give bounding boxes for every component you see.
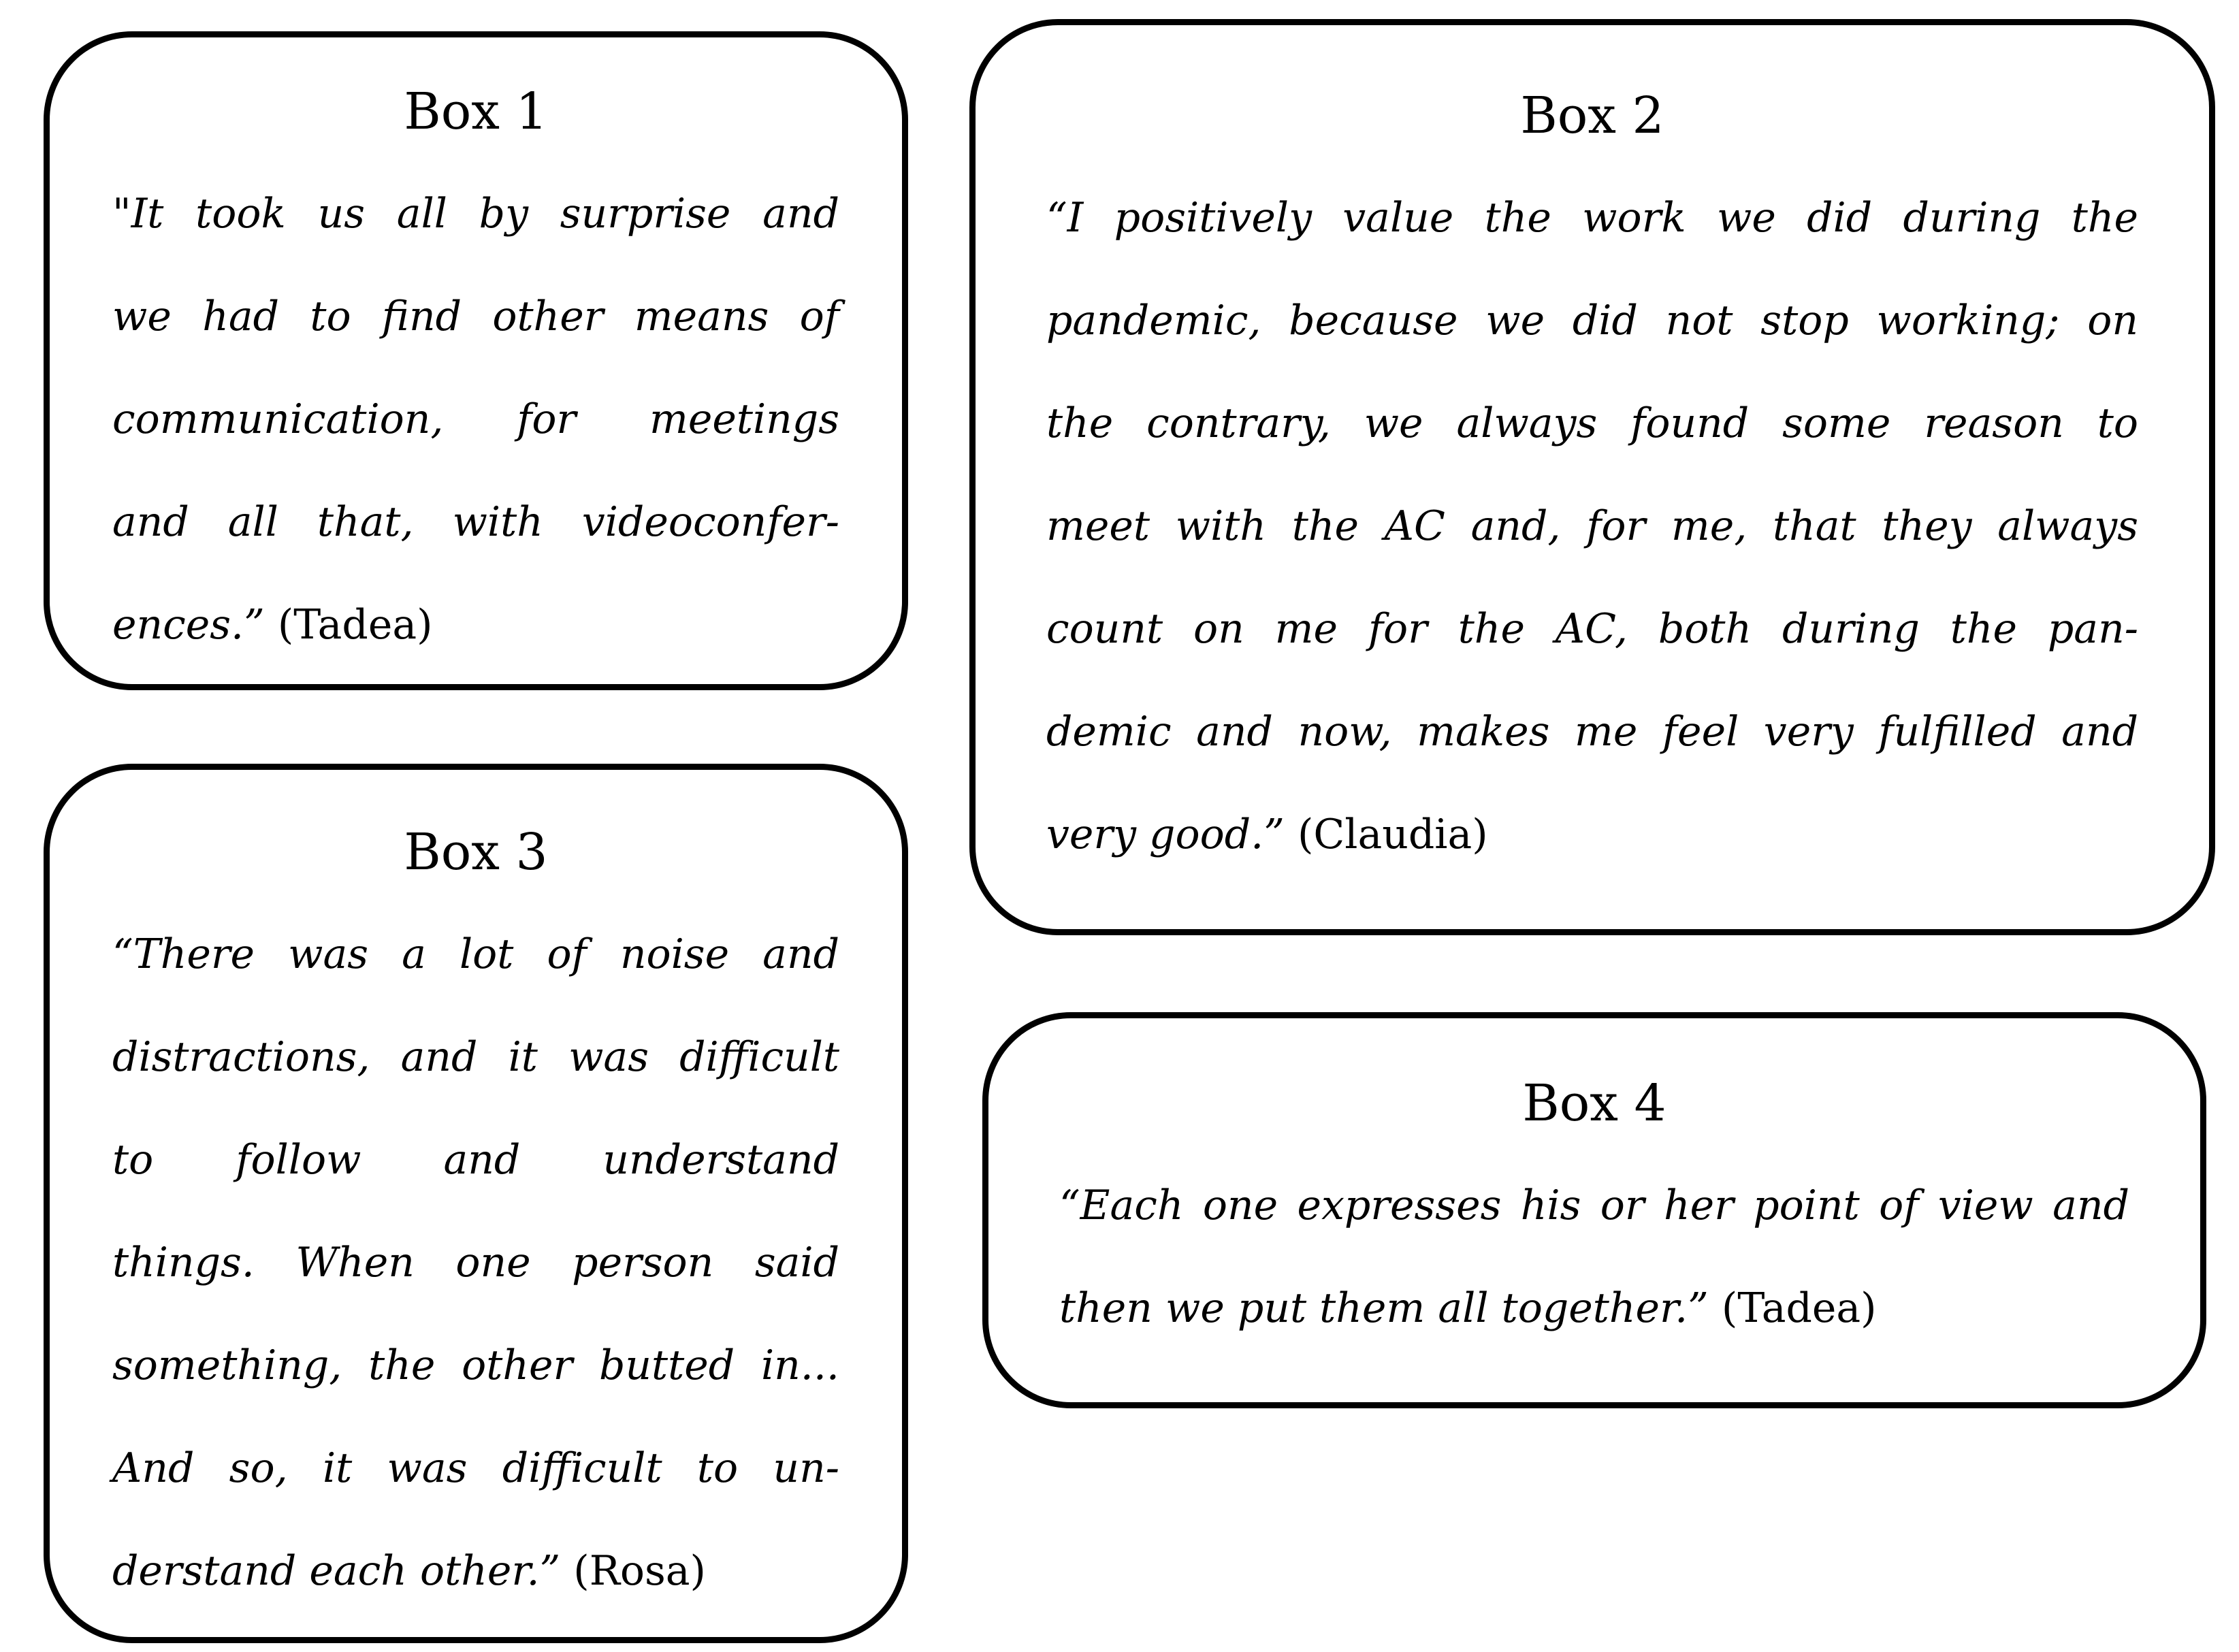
quote-line bbox=[1046, 270, 2138, 372]
quote-line bbox=[112, 1212, 839, 1314]
quote-line bbox=[1046, 372, 2138, 475]
quote-line-text: “Each one expresses his or her point of view and bbox=[1059, 1182, 2129, 1229]
quote-line-text: the contrary, we always found some reason to bbox=[1046, 400, 2138, 447]
quote-box-2 bbox=[969, 19, 2215, 935]
quote-line bbox=[112, 368, 839, 471]
box-4-quote bbox=[1059, 1154, 2129, 1360]
quote-line bbox=[112, 903, 839, 1006]
quote-line-text: “There was a lot of noise and bbox=[112, 930, 839, 978]
quote-line bbox=[112, 574, 839, 677]
quote-line bbox=[112, 1417, 839, 1520]
quote-line-text: count on me for the AC, both during the pan- bbox=[1046, 605, 2138, 653]
quote-line bbox=[1046, 167, 2138, 270]
quote-line-text: distractions, and it was difficult bbox=[112, 1033, 839, 1081]
box-1-quote bbox=[112, 163, 839, 677]
quote-line-text: ences.” bbox=[112, 601, 265, 649]
quote-line-text: very good.” bbox=[1046, 811, 1285, 858]
quote-line-text: pandemic, because we did not stop working; on bbox=[1046, 297, 2138, 344]
quote-line-text: “I positively value the work we did during the bbox=[1046, 194, 2138, 242]
quote-line bbox=[1046, 783, 2138, 886]
quote-line-text: And so, it was difficult to un- bbox=[112, 1444, 839, 1492]
box-4-title: Box 4 bbox=[1522, 1074, 1666, 1133]
quote-line-text: to follow and understand bbox=[112, 1136, 839, 1184]
attribution: (Claudia) bbox=[1284, 811, 1488, 858]
quote-line-text: communication, for meetings bbox=[112, 395, 839, 443]
quote-line bbox=[1046, 681, 2138, 783]
quote-line bbox=[112, 265, 839, 368]
quote-line bbox=[112, 1520, 839, 1623]
quote-line-text: meet with the AC and, for me, that they always bbox=[1046, 502, 2138, 550]
quote-line-text: and all that, with videoconfer- bbox=[112, 498, 839, 546]
quote-line-text: then we put them all together.” bbox=[1059, 1284, 1709, 1332]
box-1-title: Box 1 bbox=[404, 82, 548, 141]
quote-line bbox=[112, 1006, 839, 1109]
quote-line bbox=[1046, 475, 2138, 578]
quote-line bbox=[1059, 1154, 2129, 1257]
quote-line-text: we had to find other means of bbox=[112, 293, 839, 340]
quote-line bbox=[112, 471, 839, 574]
box-2-title: Box 2 bbox=[1520, 86, 1664, 145]
quote-line bbox=[112, 1314, 839, 1417]
quote-box-1 bbox=[44, 31, 908, 690]
quote-line-text: something, the other butted in... bbox=[112, 1342, 839, 1389]
quote-line-text: things. When one person said bbox=[112, 1239, 839, 1286]
quote-line bbox=[112, 163, 839, 265]
quote-box-3 bbox=[44, 764, 908, 1643]
quote-line bbox=[112, 1109, 839, 1212]
box-2-quote bbox=[1046, 167, 2138, 886]
quote-line-text: demic and now, makes me feel very fulfilled and bbox=[1046, 708, 2138, 756]
attribution: (Tadea) bbox=[264, 601, 433, 649]
attribution: (Tadea) bbox=[1708, 1284, 1877, 1332]
quote-box-4 bbox=[982, 1012, 2206, 1408]
quote-line-text: derstand each other.” bbox=[112, 1547, 561, 1595]
attribution: (Rosa) bbox=[560, 1547, 706, 1595]
quote-line bbox=[1059, 1257, 2129, 1360]
quote-line-text: "It took us all by surprise and bbox=[112, 190, 839, 238]
box-3-quote bbox=[112, 903, 839, 1623]
quote-line bbox=[1046, 578, 2138, 681]
box-3-title: Box 3 bbox=[404, 823, 548, 881]
